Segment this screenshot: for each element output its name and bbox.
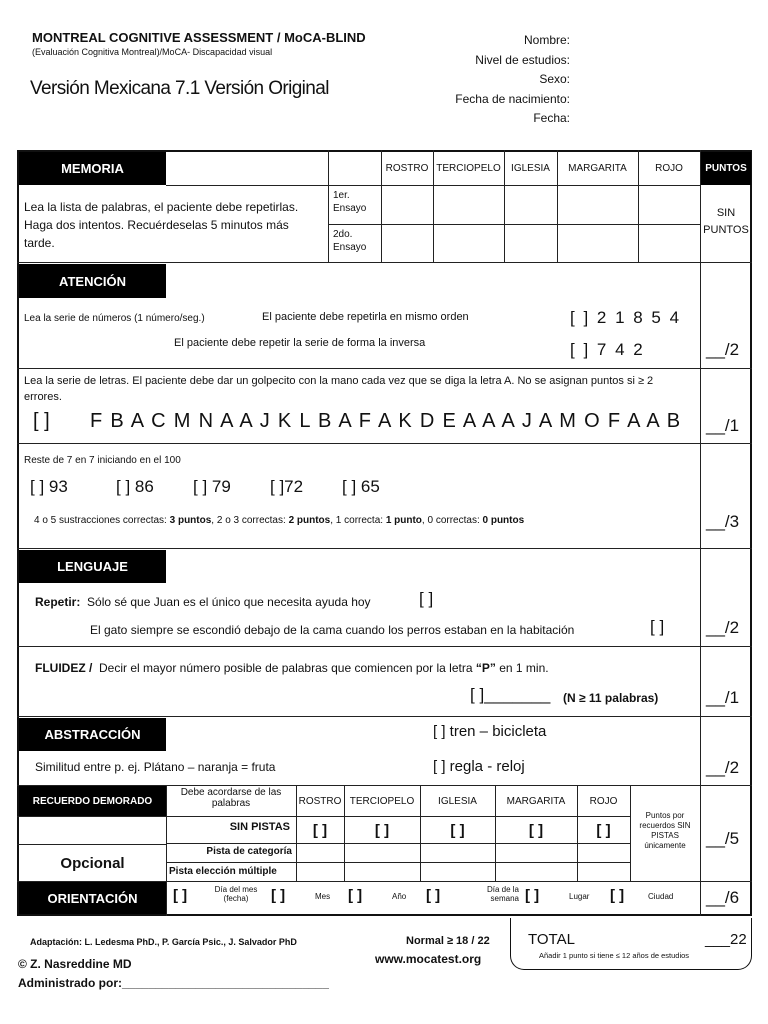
digits-score: __/2 bbox=[706, 340, 740, 359]
repetir-box-1: [ ] bbox=[419, 589, 434, 608]
subtract-79: [ ] 79 bbox=[193, 477, 231, 496]
subtract-rules: 4 o 5 sustracciones correctas: 3 puntos, 2 o 3 correctas: 2 puntos, 1 correcta: 1 punto, 0 correctas: 0 puntos bbox=[34, 515, 525, 526]
repetir-line-2: El gato siempre se escondió debajo de la cama cuando los perros estaban en la habitación bbox=[90, 623, 575, 637]
puntos-header: PUNTOS bbox=[701, 152, 751, 185]
digits-instruction: Lea la serie de números (1 número/seg.) bbox=[24, 313, 205, 324]
orient-lugar: Lugar bbox=[569, 892, 590, 901]
recall-points-note: Puntos por recuerdos SIN PISTAS únicamente bbox=[639, 811, 691, 850]
memoria-instruction: Lea la lista de palabras, el paciente debe repetirlas. Haga dos intentos. Recuérdeselas 5 minutos más tarde. bbox=[24, 200, 299, 250]
field-sexo: Sexo: bbox=[539, 72, 570, 86]
must-remember: Debe acordarse de las palabras bbox=[180, 787, 282, 809]
recall-box-2: [ ] bbox=[374, 821, 390, 839]
subtract-72: [ ]72 bbox=[270, 477, 304, 496]
abstraction-example: Similitud entre p. ej. Plátano – naranja = fruta bbox=[35, 760, 276, 774]
section-abstraccion: ABSTRACCIÓN bbox=[19, 718, 166, 751]
recall-word-rostro: ROSTRO bbox=[298, 795, 342, 807]
recall-box-3: [ ] bbox=[450, 821, 465, 839]
abstraction-pair-1: [ ] tren – bicicleta bbox=[433, 723, 547, 740]
word-margarita: MARGARITA bbox=[568, 163, 627, 174]
orient-box-ano: [ ] bbox=[348, 887, 363, 904]
adaptation-credit: Adaptación: L. Ledesma PhD., P. García Psic., J. Salvador PhD bbox=[30, 937, 297, 947]
orient-box-ciudad: [ ] bbox=[610, 887, 625, 904]
section-lenguaje: LENGUAJE bbox=[19, 550, 166, 583]
pista-multiple: Pista elección múltiple bbox=[169, 866, 277, 877]
subtract-86: [ ] 86 bbox=[116, 477, 154, 496]
letters-series: F B A C M N A A J K L B A F A K D E A A A J A M O F A A B bbox=[90, 410, 682, 432]
section-atencion: ATENCIÓN bbox=[19, 264, 166, 298]
digits-backward: [ ] 7 4 2 bbox=[570, 340, 645, 359]
version-label: Versión Mexicana 7.1 Versión Original bbox=[30, 78, 329, 99]
form-subtitle: (Evaluación Cognitiva Montreal)/MoCA- Discapacidad visual bbox=[32, 47, 273, 57]
repetir-score: __/2 bbox=[706, 618, 740, 637]
recall-score: __/5 bbox=[706, 829, 740, 848]
letters-box: [ ] bbox=[33, 410, 50, 432]
orientation-score: __/6 bbox=[706, 888, 740, 907]
recall-box-1: [ ] bbox=[312, 821, 328, 839]
subtract-score: __/3 bbox=[706, 512, 740, 531]
digits-backward-instruction: El paciente debe repetir la serie de forma la inversa bbox=[174, 337, 426, 349]
trial-2: 2do. Ensayo bbox=[333, 229, 367, 253]
trial-1: 1er. Ensayo bbox=[333, 190, 367, 214]
orient-box-mes: [ ] bbox=[271, 887, 286, 904]
total-value: ___22 bbox=[705, 931, 747, 948]
orient-ano: Año bbox=[392, 892, 407, 901]
field-nivel-estudios: Nivel de estudios: bbox=[475, 52, 570, 67]
field-fecha-nacimiento: Fecha de nacimiento: bbox=[455, 91, 570, 106]
normal-range: Normal ≥ 18 / 22 bbox=[406, 935, 490, 947]
digits-forward-instruction: El paciente debe repetirla en mismo orden bbox=[262, 311, 469, 323]
total-box bbox=[510, 918, 752, 970]
word-terciopelo: TERCIOPELO bbox=[436, 163, 501, 174]
word-rojo: ROJO bbox=[655, 163, 683, 174]
section-memoria: MEMORIA bbox=[19, 152, 166, 185]
repetir-box-2: [ ] bbox=[650, 617, 665, 636]
moca-site: www.mocatest.org bbox=[375, 952, 482, 966]
section-orientacion: ORIENTACIÓN bbox=[19, 882, 166, 914]
word-rostro: ROSTRO bbox=[385, 163, 429, 174]
total-note: Añadir 1 punto si tiene ≤ 12 años de estudios bbox=[539, 951, 690, 960]
recall-word-terciopelo: TERCIOPELO bbox=[349, 795, 415, 807]
fluidez-score: __/1 bbox=[706, 688, 740, 707]
recall-word-margarita: MARGARITA bbox=[506, 795, 566, 807]
fluidez-criteria: (N ≥ 11 palabras) bbox=[563, 691, 659, 705]
fluidez-blank: [ ]_______ bbox=[470, 685, 551, 704]
abstraction-score: __/2 bbox=[706, 758, 740, 777]
pista-categoria: Pista de categoría bbox=[206, 846, 292, 857]
word-iglesia: IGLESIA bbox=[511, 163, 550, 174]
recall-word-iglesia: IGLESIA bbox=[438, 795, 477, 807]
orient-dia-semana: Día de la semana bbox=[486, 885, 519, 903]
orient-dia-mes: Día del mes (fecha) bbox=[214, 885, 258, 903]
field-fecha: Fecha: bbox=[533, 111, 570, 125]
recall-box-5: [ ] bbox=[596, 821, 611, 839]
orient-ciudad: Ciudad bbox=[648, 892, 674, 901]
administered-by: Administrado por:_______________________________ bbox=[18, 976, 329, 990]
orient-box-dia: [ ] bbox=[173, 887, 188, 904]
letters-instruction: Lea la serie de letras. El paciente debe dar un golpecito con la mano cada vez que se diga la letra A. No se asignan puntos si ≥ 2 errores. bbox=[24, 375, 654, 403]
opcional-label: Opcional bbox=[60, 854, 125, 872]
total-label: TOTAL bbox=[528, 931, 575, 948]
orient-box-dia-semana: [ ] bbox=[426, 887, 441, 904]
letters-score: __/1 bbox=[706, 416, 740, 435]
fluidez-instruction: FLUIDEZ / Decir el mayor número posible de palabras que comiencen por la letra “P” en 1 min. bbox=[35, 661, 549, 675]
abstraction-pair-2: [ ] regla - reloj bbox=[433, 758, 525, 775]
patient-fields bbox=[380, 31, 570, 129]
recall-word-rojo: ROJO bbox=[589, 795, 618, 807]
repetir-line-1: Repetir: Sólo sé que Juan es el único que necesita ayuda hoy bbox=[35, 595, 371, 609]
copyright: © Z. Nasreddine MD bbox=[18, 957, 132, 971]
section-recuerdo: RECUERDO DEMORADO bbox=[19, 786, 166, 816]
sin-puntos: SIN PUNTOS bbox=[703, 207, 749, 236]
subtract-65: [ ] 65 bbox=[342, 477, 380, 496]
orient-box-lugar: [ ] bbox=[525, 887, 540, 904]
orient-mes: Mes bbox=[315, 892, 331, 901]
recall-box-4: [ ] bbox=[528, 821, 544, 839]
subtract-instruction: Reste de 7 en 7 iniciando en el 100 bbox=[24, 455, 181, 466]
subtract-93: [ ] 93 bbox=[30, 477, 68, 496]
field-nombre: Nombre: bbox=[523, 33, 570, 47]
form-title: MONTREAL COGNITIVE ASSESSMENT / MoCA-BLIND bbox=[32, 30, 366, 45]
digits-forward: [ ] 2 1 8 5 4 bbox=[570, 308, 682, 327]
sin-pistas-label: SIN PISTAS bbox=[229, 821, 290, 833]
